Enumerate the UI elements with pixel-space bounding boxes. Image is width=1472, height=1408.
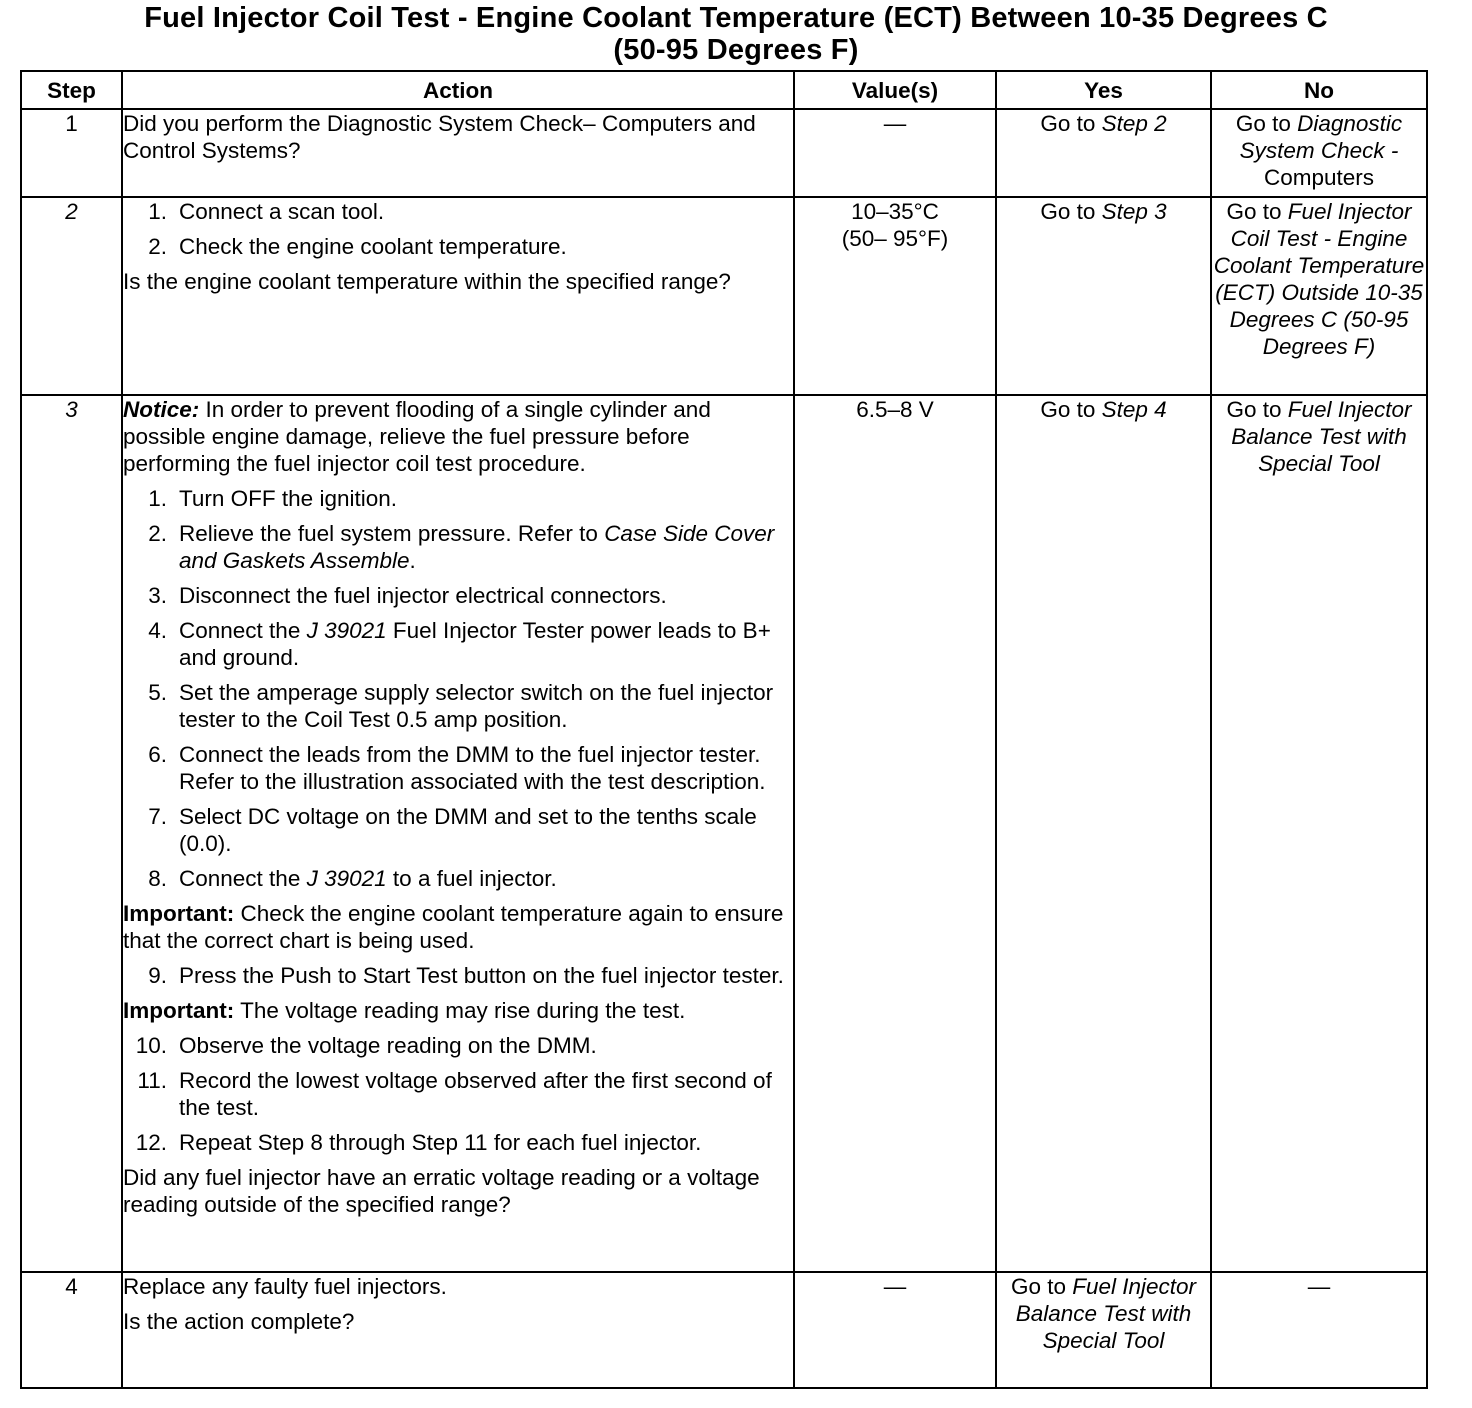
procedure-steps bbox=[123, 198, 793, 260]
header-no: No bbox=[1211, 71, 1427, 109]
value-line-1: 10–35°C bbox=[851, 199, 939, 224]
header-yes: Yes bbox=[996, 71, 1211, 109]
list-item: 12. Repeat Step 8 through Step 11 for each fuel injector. bbox=[135, 1130, 702, 1155]
procedure-table bbox=[20, 70, 1428, 1389]
no-link[interactable]: Diagnostic System Check - bbox=[1239, 111, 1403, 163]
list-item: 2. Check the engine coolant temperature. bbox=[148, 234, 567, 259]
yes-cell bbox=[996, 1272, 1211, 1388]
no-cell bbox=[1211, 197, 1427, 395]
important-label: Important: bbox=[123, 901, 235, 926]
header-values: Value(s) bbox=[794, 71, 996, 109]
no-suffix: Computers bbox=[1263, 165, 1375, 190]
list-item: 3. Disconnect the fuel injector electrical connectors. bbox=[148, 583, 667, 608]
yes-prefix: Go to bbox=[1040, 111, 1102, 136]
step-number: 1 bbox=[21, 109, 122, 197]
yes-prefix: Go to bbox=[1040, 397, 1102, 422]
list-item: 2. Relieve the fuel system pressure. Refer to Case Side Cover and Gaskets Assemble. bbox=[148, 521, 775, 573]
important-label: Important: bbox=[123, 998, 235, 1023]
value-line-2: (50– 95°F) bbox=[841, 226, 949, 251]
important-paragraph: Important: The voltage reading may rise during the test. bbox=[123, 998, 686, 1023]
step-number: 2 bbox=[21, 197, 122, 395]
step-number: 4 bbox=[21, 1272, 122, 1388]
no-cell bbox=[1211, 109, 1427, 197]
list-item: 8. Connect the J 39021 to a fuel injector. bbox=[148, 866, 557, 891]
question-text: Did you perform the Diagnostic System Check– Computers and Control Systems? bbox=[123, 111, 756, 163]
page-title bbox=[0, 2, 1472, 66]
yes-cell bbox=[996, 197, 1211, 395]
yes-prefix: Go to bbox=[1010, 1274, 1073, 1299]
value-cell: 6.5–8 V bbox=[794, 395, 996, 1272]
list-item: 1. Connect a scan tool. bbox=[148, 199, 385, 224]
no-prefix: Go to bbox=[1226, 397, 1288, 422]
question-text: Is the engine coolant temperature within the specified range? bbox=[123, 269, 731, 294]
header-row bbox=[21, 71, 1427, 109]
no-link[interactable]: Fuel Injector Balance Test with Special Tool bbox=[1231, 397, 1412, 476]
list-item: 11. Record the lowest voltage observed after the first second of the test. bbox=[137, 1068, 772, 1120]
header-action: Action bbox=[122, 71, 794, 109]
reference-link[interactable]: Case Side Cover and Gaskets Assemble bbox=[179, 521, 775, 573]
yes-link[interactable]: Step 2 bbox=[1101, 111, 1167, 136]
yes-cell bbox=[996, 395, 1211, 1272]
header-step: Step bbox=[21, 71, 122, 109]
list-item: 4. Connect the J 39021 Fuel Injector Tester power leads to B+ and ground. bbox=[148, 618, 771, 670]
yes-link[interactable]: Step 3 bbox=[1101, 199, 1167, 224]
action-cell bbox=[122, 109, 794, 197]
question-text: Is the action complete? bbox=[123, 1309, 355, 1334]
yes-prefix: Go to bbox=[1040, 199, 1102, 224]
yes-cell bbox=[996, 109, 1211, 197]
table-row bbox=[21, 109, 1427, 197]
procedure-steps bbox=[123, 1032, 793, 1156]
list-item: 10. Observe the voltage reading on the DMM. bbox=[135, 1033, 597, 1058]
value-cell: — bbox=[794, 109, 996, 197]
yes-link[interactable]: Fuel Injector Balance Test with Special Tool bbox=[1015, 1274, 1197, 1353]
list-item: 7. Select DC voltage on the DMM and set to the tenths scale (0.0). bbox=[148, 804, 757, 856]
list-item: 9. Press the Push to Start Test button on the fuel injector tester. bbox=[148, 963, 784, 988]
step-number: 3 bbox=[21, 395, 122, 1272]
no-link[interactable]: Fuel Injector Coil Test - Engine Coolant Temperature (ECT) Outside 10-35 Degrees C (50-95 Degrees F) bbox=[1213, 199, 1425, 359]
important-paragraph: Important: Check the engine coolant temperature again to ensure that the correct chart is being used. bbox=[123, 901, 784, 953]
table-row bbox=[21, 1272, 1427, 1388]
value-cell bbox=[794, 197, 996, 395]
no-prefix: Go to bbox=[1235, 111, 1298, 136]
yes-link[interactable]: Step 4 bbox=[1101, 397, 1167, 422]
notice-label: Notice: bbox=[123, 397, 200, 422]
list-item: 5. Set the amperage supply selector switch on the fuel injector tester to the Coil Test 0.5 amp position. bbox=[148, 680, 774, 732]
action-cell bbox=[122, 395, 794, 1272]
table-row bbox=[21, 395, 1427, 1272]
tool-reference: J 39021 bbox=[306, 866, 387, 891]
no-cell: — bbox=[1211, 1272, 1427, 1388]
list-item: 6. Connect the leads from the DMM to the fuel injector tester. Refer to the illustration associated with the test description. bbox=[148, 742, 766, 794]
title-line-2: (50-95 Degrees F) bbox=[613, 34, 859, 66]
action-text: Replace any faulty fuel injectors. bbox=[123, 1274, 447, 1299]
procedure-steps bbox=[123, 485, 793, 892]
title-line-1: Fuel Injector Coil Test - Engine Coolant Temperature (ECT) Between 10-35 Degrees C bbox=[144, 2, 1328, 34]
action-cell bbox=[122, 1272, 794, 1388]
no-cell bbox=[1211, 395, 1427, 1272]
list-item: 1. Turn OFF the ignition. bbox=[148, 486, 398, 511]
table-row bbox=[21, 197, 1427, 395]
action-cell bbox=[122, 197, 794, 395]
no-prefix: Go to bbox=[1226, 199, 1288, 224]
procedure-steps bbox=[123, 962, 793, 989]
question-text: Did any fuel injector have an erratic voltage reading or a voltage reading outside of the specified range? bbox=[123, 1165, 760, 1217]
value-cell: — bbox=[794, 1272, 996, 1388]
tool-reference: J 39021 bbox=[306, 618, 387, 643]
notice-paragraph: Notice: In order to prevent flooding of a single cylinder and possible engine damage, relieve the fuel pressure before performing the fuel injector coil test procedure. bbox=[123, 397, 711, 476]
